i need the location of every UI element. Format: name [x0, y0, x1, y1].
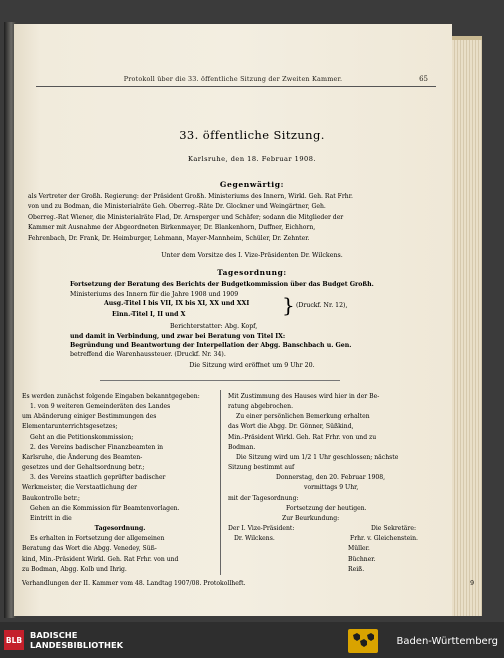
- sheet-number: 9: [470, 580, 474, 587]
- secretary-name: Reiß.: [348, 565, 365, 573]
- left-line: Baukontrolle betr.;: [22, 494, 80, 502]
- left-line: zu Bodman, Abgg. Kolb und Ihrig.: [22, 565, 127, 573]
- session-title: 33. öffentliche Sitzung.: [179, 128, 325, 142]
- right-line: Die Sitzung wird um 1/2 1 Uhr geschlossen; nächste: [236, 453, 399, 461]
- left-line: Es werden zunächst folgende Eingaben bekanntgegeben:: [22, 393, 200, 400]
- library-name: [30, 630, 123, 650]
- present-line: Fehrenbach, Dr. Frank, Dr. Heimburger, Lehmann, Mayer-Mannheim, Schüler, Dr. Zehnter.: [28, 234, 310, 242]
- session-date: Karlsruhe, den 18. Februar 1908.: [187, 155, 317, 163]
- present-paragraph: [28, 192, 482, 244]
- right-line: Zur Beurkundung:: [282, 514, 340, 522]
- left-line: 1. von 9 weiteren Gemeinderäten des Landes: [30, 403, 171, 411]
- chair-line: Unter dem Vorsitze des I. Vize-Präsidenten Dr. Wilckens.: [161, 252, 343, 259]
- left-agenda-heading: Tagesordnung.: [94, 525, 146, 533]
- secretary-name: Büchner.: [348, 555, 376, 563]
- agenda-reporter: Berichterstatter: Abg. Kopf,: [170, 323, 258, 330]
- agenda-line: Begründung und Beantwortung der Interpellation der Abgg. Banschbach u. Gen.: [70, 342, 352, 349]
- left-line: 2. des Vereins badischer Finanzbeamten in: [30, 443, 164, 451]
- right-line: ratung abgebrochen.: [228, 403, 294, 411]
- left-line: gesetzes und der Gehaltsordnung betr.;: [22, 464, 145, 472]
- left-line: Karlsruhe, die Änderung des Beamten-: [22, 453, 143, 461]
- signature-row: [228, 534, 428, 544]
- left-line: Elementarunterrichtsgesetzes;: [22, 423, 118, 431]
- present-heading: Gegenwärtig:: [219, 180, 285, 189]
- page-number: 65: [419, 75, 428, 83]
- right-line: Mit Zustimmung des Hauses wird hier in der Be-: [228, 393, 380, 400]
- state-name: Baden-Württemberg: [396, 636, 498, 647]
- right-line: mit der Tagesordnung:: [228, 494, 299, 502]
- agenda-print-ref: (Druckf. Nr. 12),: [296, 302, 348, 309]
- section-divider: [100, 380, 340, 381]
- agenda-line: Ausg.-Titel I bis VII, IX bis XI, XX und XXI: [104, 300, 250, 307]
- present-line: Kammer mit Ausnahme der Abgeordneten Birkenmayer, Dr. Blankenhorn, Duffner, Eichhorn,: [28, 224, 316, 232]
- left-line: um Abänderung einiger Bestimmungen des: [22, 413, 157, 421]
- agenda-line: und damit in Verbindung, und zwar bei Beratung von Titel IX:: [70, 333, 286, 340]
- signature-row: [228, 524, 428, 534]
- page-fore-edge: [452, 40, 482, 616]
- page-footer: Verhandlungen der II. Kammer vom 48. Landtag 1907/08. Protokollheft.: [22, 580, 246, 587]
- left-line: Gehen an die Kommission für Beamtenvorlagen.: [30, 504, 180, 512]
- agenda-brace: }: [282, 293, 295, 317]
- left-line: Eintritt in die: [30, 514, 72, 522]
- agenda-line: Einn.-Titel I, II und X: [112, 311, 186, 318]
- library-name-line2: LANDESBIBLIOTHEK: [30, 640, 124, 650]
- left-line: Geht an die Petitionskommission;: [30, 433, 134, 441]
- secretaries-label: Die Sekretäre:: [370, 525, 416, 533]
- right-line: Sitzung bestimmt auf: [228, 464, 295, 472]
- right-line: Fortsetzung der heutigen.: [286, 504, 367, 512]
- left-column: [22, 392, 218, 575]
- header-rule: [36, 86, 436, 87]
- agenda-line: Ministeriums des Innern für die Jahre 1908 und 1909: [70, 291, 239, 298]
- right-line: Donnerstag, den 20. Februar 1908,: [276, 474, 386, 482]
- blb-logo: BLB: [4, 630, 24, 650]
- library-name-line1: BADISCHE: [30, 630, 78, 640]
- secretary-name: Frhr. v. Gleichenstein.: [349, 535, 418, 543]
- baden-wuerttemberg-lions-icon: [348, 629, 378, 653]
- right-line: vormittags 9 Uhr,: [304, 484, 359, 492]
- right-line: Zu einer persönlichen Bemerkung erhalten: [236, 413, 370, 421]
- left-line: Beratung das Wort die Abgg. Venedey, Süß-: [22, 545, 157, 553]
- left-line: kind, Min.-Präsident Wirkl. Geh. Rat Frhr. von und: [22, 555, 179, 563]
- present-line: als Vertreter der Großh. Regierung: der Präsident Großh. Ministeriums des Innern, Wirkl. Geh. Rat Frhr.: [28, 193, 353, 200]
- running-header: Protokoll über die 33. öffentliche Sitzung der Zweiten Kammer.: [123, 75, 343, 83]
- secretary-name: Müller.: [348, 545, 370, 553]
- agenda-line: Fortsetzung der Beratung des Berichts der Budgetkommission über das Budget Großh.: [70, 281, 374, 288]
- agenda-line: betreffend die Warenhaussteuer. (Druckf. Nr. 34).: [70, 351, 226, 358]
- right-column: [228, 392, 428, 575]
- present-line: Oberreg.-Rat Wiener, die Ministerialräte Flad, Dr. Arnsperger und Schäfer; sodann die Mitglieder der: [28, 213, 344, 221]
- column-divider: [220, 390, 221, 575]
- vice-president-label: Der I. Vize-Präsident:: [228, 525, 295, 533]
- session-opened: Die Sitzung wird eröffnet um 9 Uhr 20.: [189, 362, 315, 369]
- left-line: 3. des Vereins staatlich geprüfter badischer: [30, 474, 166, 482]
- right-line: Bodman.: [228, 443, 256, 451]
- agenda-heading: Tagesordnung:: [217, 268, 287, 277]
- right-line: das Wort die Abgg. Dr. Gönner, Süßkind,: [228, 423, 354, 431]
- left-line: Es erhalten in Fortsetzung der allgemeinen: [30, 535, 165, 543]
- right-line: Min.-Präsident Wirkl. Geh. Rat Frhr. von und zu: [228, 433, 377, 441]
- left-line: Werkmeister, die Verstaatlichung der: [22, 484, 137, 492]
- vice-president-name: Dr. Wilckens.: [234, 535, 275, 543]
- present-line: von und zu Bodman, die Ministerialräte Geh. Oberreg.-Räte Dr. Glockner und Weingärtner, Geh.: [28, 203, 326, 211]
